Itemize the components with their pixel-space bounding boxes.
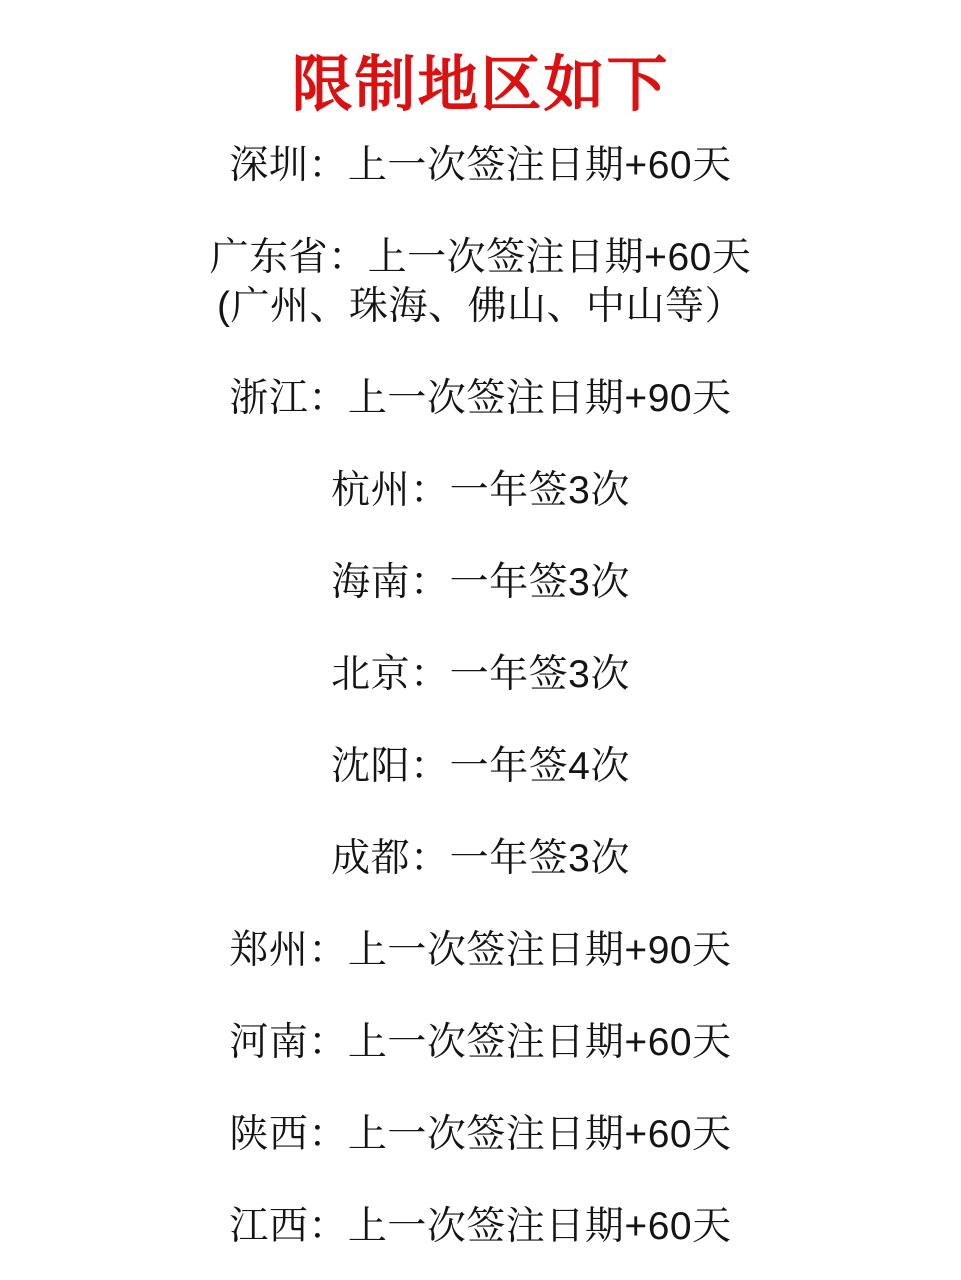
restriction-item-chengdu: 成都：一年签3次 xyxy=(331,837,630,880)
restriction-item-zhejiang: 浙江：上一次签注日期+90天 xyxy=(229,377,732,420)
restriction-item-guangdong: 广东省：上一次签注日期+60天 xyxy=(209,236,752,279)
restriction-item-henan: 河南：上一次签注日期+60天 xyxy=(229,1021,732,1064)
restriction-item-beijing: 北京：一年签3次 xyxy=(331,653,630,696)
restriction-item-shaanxi: 陕西：上一次签注日期+60天 xyxy=(229,1113,732,1156)
restriction-item-zhengzhou: 郑州：上一次签注日期+90天 xyxy=(229,929,732,972)
restriction-item-guangdong-detail: (广州、珠海、佛山、中山等） xyxy=(217,285,744,328)
restriction-item-hangzhou: 杭州：一年签3次 xyxy=(331,469,630,512)
restriction-item-shenzhen: 深圳：上一次签注日期+60天 xyxy=(229,144,732,187)
page-title: 限制地区如下 xyxy=(291,50,670,118)
restriction-item-hainan: 海南：一年签3次 xyxy=(331,561,630,604)
restriction-item-shenyang: 沈阳：一年签4次 xyxy=(331,745,630,788)
restriction-item-jiangxi: 江西：上一次签注日期+60天 xyxy=(229,1205,732,1248)
